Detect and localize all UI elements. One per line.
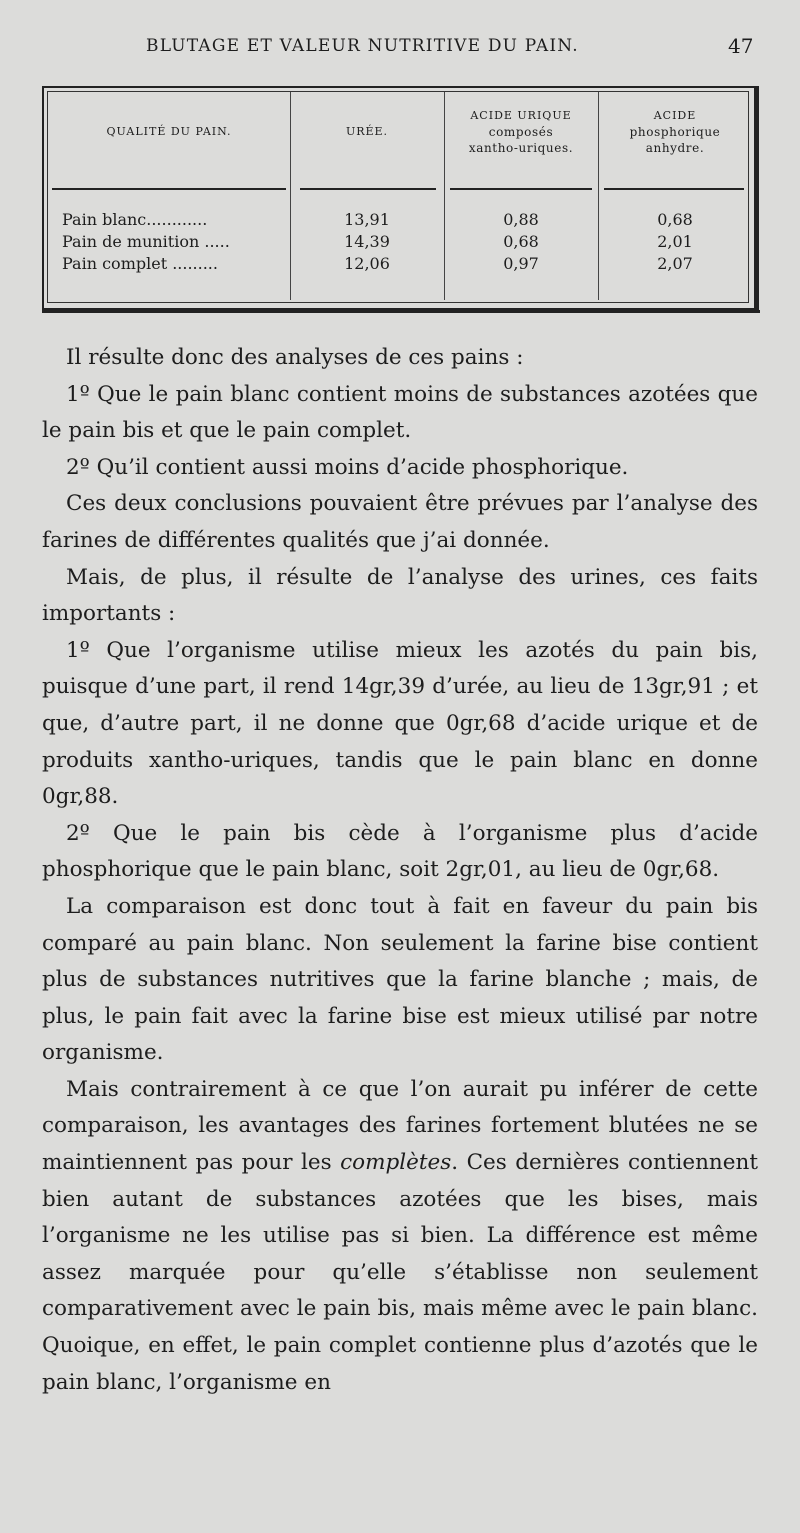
table-row [42, 254, 756, 276]
header-rule [52, 188, 286, 190]
cell-acide-phosphorique: 0,68 [657, 210, 693, 229]
paragraph-last [42, 1072, 758, 1401]
running-title: BLUTAGE ET VALEUR NUTRITIVE DU PAIN. [146, 36, 579, 56]
page-number: 47 [728, 34, 754, 58]
cell-uree: 13,91 [344, 210, 390, 229]
cell-acide-urique: 0,68 [503, 232, 539, 251]
header-rule [450, 188, 592, 190]
header-acide-phosphorique-line3: anhydre. [645, 141, 705, 155]
header-acide-phosphorique [600, 108, 750, 156]
paragraph: Ces deux conclusions pouvaient être prévues par l’analyse des farines de différentes qualités que j’ai donnée. [42, 491, 758, 553]
paragraph: 1º Que l’organisme utilise mieux les azotés du pain bis, puisque d’une part, il rend 14gr,39 d’urée, au lieu de 13gr,91 ; et que, d’autre part, il ne donne que 0gr,68 d’acide urique et de produits xantho-uriques, tandis que le pain blanc en donne 0gr,88. [42, 637, 758, 810]
italic-term: complètes [340, 1150, 452, 1176]
table-right-rule [756, 86, 759, 313]
header-rule [300, 188, 436, 190]
header-acide-urique [446, 108, 596, 156]
paragraph: 2º Qu’il contient aussi moins d’acide phosphorique. [66, 454, 629, 480]
header-rule [604, 188, 744, 190]
paragraph: Mais, de plus, il résulte de l’analyse des urines, ces faits importants : [42, 564, 758, 627]
paragraph: 2º Que le pain bis cède à l’organisme plus d’acide phosphorique que le pain blanc, soit 2gr,01, au lieu de 0gr,68. [42, 820, 758, 883]
running-head [0, 34, 800, 64]
cell-uree: 14,39 [344, 232, 390, 251]
text-span: Mais contrairement à ce que l’on aurait pu inférer de cette comparaison, les avantages des farines fortement blutées ne se maintiennent pas pour les [42, 1076, 758, 1176]
header-acide-urique-line1: ACIDE URIQUE [470, 109, 572, 122]
cell-uree: 12,06 [344, 254, 390, 273]
header-acide-phosphorique-line1: ACIDE [653, 109, 697, 122]
cell-acide-urique: 0,97 [503, 254, 539, 273]
paragraph: La comparaison est donc tout à fait en faveur du pain bis comparé au pain blanc. Non seulement la farine bise contient plus de substances nutritives que la farine blanche ; mais, de plus, le pain fait avec la farine bise est mieux utilisé par notre organisme. [42, 893, 758, 1066]
cell-bread-type: Pain de munition ..... [62, 232, 230, 251]
cell-bread-type: Pain complet ......... [62, 254, 218, 273]
table-bottom-rule [42, 310, 760, 313]
urine-analysis-table [42, 86, 756, 314]
cell-acide-urique: 0,88 [503, 210, 539, 229]
text-span: . Ces dernières contiennent bien autant de substances azotées que les bises, mais l’organisme ne les utilise pas si bien. La différence est même assez marquée pour qu’elle s’établisse non seulement comparativement avec le pain bis, mais même avec le pain blanc. Quoique, en effet, le pain complet contienne plus d’azotés que le pain blanc, l’organisme en [42, 1150, 758, 1395]
header-acide-urique-line3: xantho-uriques. [468, 141, 574, 155]
header-qualite: QUALITÉ DU PAIN. [106, 125, 232, 138]
table-body [42, 210, 756, 276]
table-row [42, 232, 756, 254]
table-row [42, 210, 756, 232]
paragraph: Il résulte donc des analyses de ces pains : [66, 345, 524, 370]
cell-acide-phosphorique: 2,07 [657, 254, 693, 273]
header-acide-urique-line2: composés [488, 125, 554, 139]
header-acide-phosphorique-line2: phosphorique [629, 125, 721, 139]
body-text [42, 340, 758, 1401]
paragraph: 1º Que le pain blanc contient moins de substances azotées que le pain bis et que le pain complet. [42, 381, 758, 444]
cell-acide-phosphorique: 2,01 [657, 232, 693, 251]
cell-bread-type: Pain blanc............ [62, 210, 208, 229]
header-uree: URÉE. [345, 125, 389, 138]
